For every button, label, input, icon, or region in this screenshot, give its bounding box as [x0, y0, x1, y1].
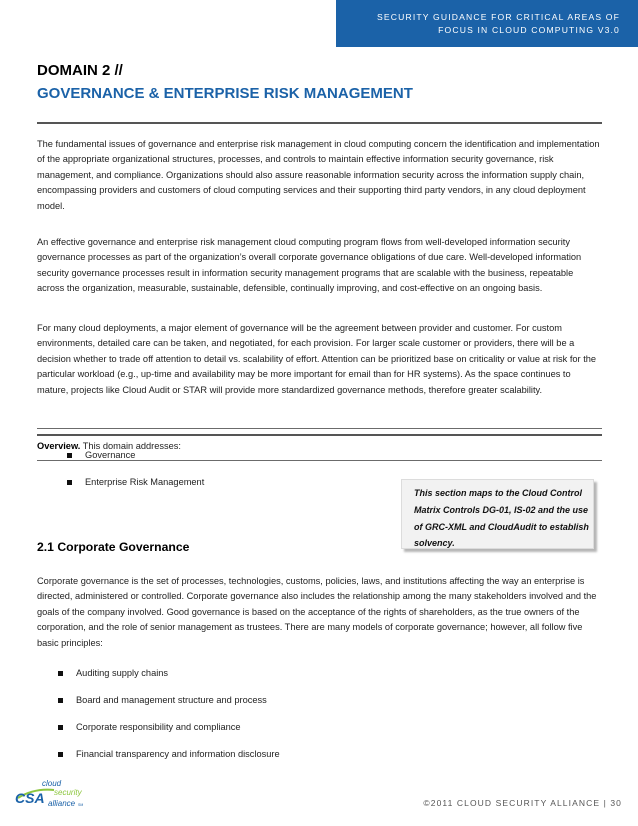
logo-word-security: security: [54, 788, 82, 797]
list-item: Governance: [67, 448, 204, 475]
domain-label: DOMAIN 2 //: [37, 62, 123, 79]
title-divider: [37, 122, 602, 124]
logo-word-cloud: cloud: [42, 779, 62, 788]
overview-divider-top: [37, 428, 602, 429]
overview-text: This domain addresses:: [80, 441, 181, 451]
logo-word-alliance: alliance: [48, 799, 76, 808]
page-footer: ©2011 CLOUD SECURITY ALLIANCE | 30: [423, 798, 622, 808]
overview-divider-thick: [37, 434, 602, 436]
list-item: Auditing supply chains: [58, 666, 280, 693]
list-item: Enterprise Risk Management: [67, 475, 204, 502]
banner-line-1: SECURITY GUIDANCE FOR CRITICAL AREAS OF: [376, 12, 620, 22]
section-heading: 2.1 Corporate Governance: [37, 540, 190, 554]
corporate-governance-paragraph: Corporate governance is the set of processes, technologies, customs, policies, laws, and institutions affecting the way an enterprise is directed, administered or controlled. Corporate governance also includes the relationship among the many stakeholders involved and the goals of the company involved. Good governance is based on the acceptance of the rights of shareholders, as the true owners of the corporation, and the role of senior management as trustees. There are many models of corporate governance; however, all follow five basic principles:: [37, 576, 597, 648]
logo-mark: CSA: [15, 790, 45, 806]
principles-list: [58, 666, 280, 774]
intro-paragraph-1: The fundamental issues of governance and enterprise risk management in cloud computing concern the identification and implementation of the appropriate organizational structures, processes, and controls to maintain effective information security governance, risk management, and compliance. Organizations should also assure reasonable information security across the information supply chain, encompassing providers and customers of cloud computing services and their supporting third party vendors, in any cloud deployment model.: [37, 139, 600, 211]
list-item: Financial transparency and information disclosure: [58, 747, 280, 774]
overview-label: Overview.: [37, 441, 81, 451]
overview-list: [67, 448, 204, 502]
intro-paragraph-3: For many cloud deployments, a major element of governance will be the agreement between provider and customer. For custom environments, detailed care can be taken, and negotiated, for each provision. For larger scale customer or providers, there will be a decision whether to trade off attention to detail vs. scalability of effort. Attention can be prioritized base on criticality or value at risk for the particular workload (e.g., up-time and availability may be more important for email than for HR systems). As the space continues to mature, projects like Cloud Audit or STAR will provide more standardized governance methods, therefore greater scalability.: [37, 323, 597, 395]
header-banner: [336, 0, 638, 47]
list-item: Board and management structure and process: [58, 693, 280, 720]
intro-paragraph-2: An effective governance and enterprise risk management cloud computing program flows from well-developed information security governance processes as part of the organization’s overall corporate governance obligations of due care. Well-developed information security governance processes result in information security management programs that are scalable with the business, repeatable across the organization, measurable, sustainable, defensible, continually improving, and cost-effective on an ongoing basis.: [37, 237, 582, 294]
ccm-callout-box: This section maps to the Cloud Control Matrix Controls DG-01, IS-02 and the use of GRC-XML and CloudAudit to establish solvency.: [401, 479, 594, 549]
banner-line-2: FOCUS IN CLOUD COMPUTING V3.0: [438, 25, 620, 35]
csa-logo: [14, 777, 94, 819]
domain-title: GOVERNANCE & ENTERPRISE RISK MANAGEMENT: [37, 85, 413, 102]
logo-service-mark: SM: [78, 803, 84, 807]
list-item: Corporate responsibility and compliance: [58, 720, 280, 747]
